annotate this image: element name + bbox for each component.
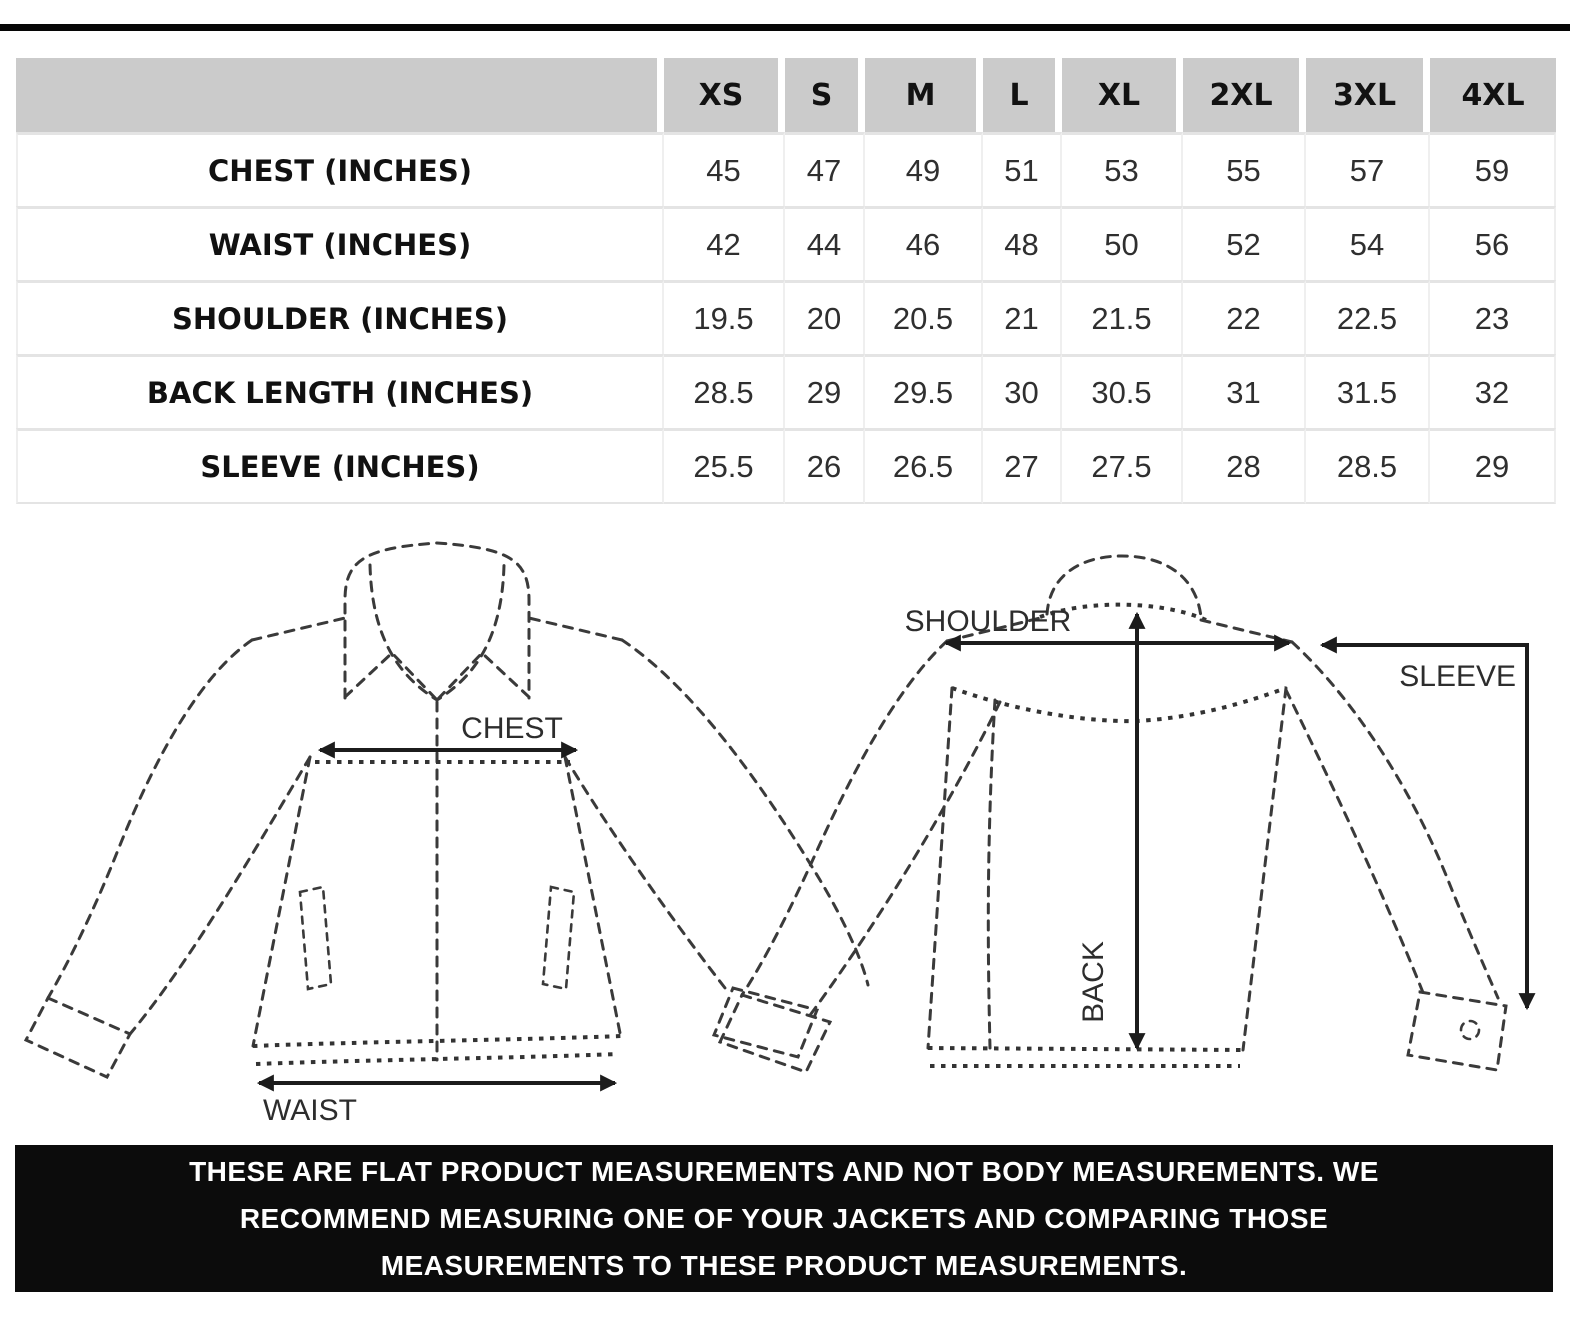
size-value-cell: 45 — [664, 132, 785, 206]
measurement-row — [16, 132, 1556, 206]
size-value-cell: 23 — [1430, 280, 1556, 354]
sleeve-label: SLEEVE — [1399, 660, 1516, 693]
measurement-row — [16, 280, 1556, 354]
size-header-cell: S — [785, 58, 865, 132]
size-value-cell: 31.5 — [1306, 354, 1430, 428]
size-value-cell: 26 — [785, 428, 865, 504]
size-header-cell: 3XL — [1306, 58, 1430, 132]
disclaimer-footer — [15, 1145, 1553, 1292]
size-value-cell: 25.5 — [664, 428, 785, 504]
size-value-cell: 57 — [1306, 132, 1430, 206]
size-value-cell: 52 — [1183, 206, 1306, 280]
size-value-cell: 31 — [1183, 354, 1306, 428]
disclaimer-line-2: RECOMMEND MEASURING ONE OF YOUR JACKETS AND COMPARING THOSE — [239, 1203, 1329, 1234]
size-value-cell: 28 — [1183, 428, 1306, 504]
size-value-cell: 46 — [865, 206, 983, 280]
size-value-cell: 49 — [865, 132, 983, 206]
measurement-row-label: BACK LENGTH (INCHES) — [16, 354, 664, 428]
size-value-cell: 27.5 — [1062, 428, 1183, 504]
size-value-cell: 44 — [785, 206, 865, 280]
measurement-row — [16, 354, 1556, 428]
size-value-cell: 28.5 — [1306, 428, 1430, 504]
size-value-cell: 22.5 — [1306, 280, 1430, 354]
size-value-cell: 22 — [1183, 280, 1306, 354]
size-table-container — [16, 58, 1556, 504]
jacket-back-outline — [720, 556, 1506, 1072]
size-value-cell: 27 — [983, 428, 1062, 504]
back-label: BACK — [1077, 941, 1110, 1023]
size-value-cell: 51 — [983, 132, 1062, 206]
chest-label: CHEST — [461, 712, 563, 745]
size-value-cell: 30.5 — [1062, 354, 1183, 428]
disclaimer-line-3: MEASUREMENTS TO THESE PRODUCT MEASUREMENTS. — [380, 1250, 1188, 1281]
disclaimer-line-1: THESE ARE FLAT PRODUCT MEASUREMENTS AND NOT BODY MEASUREMENTS. WE — [189, 1156, 1379, 1187]
front-pocket-left — [300, 887, 331, 989]
measurement-annotations — [259, 605, 1527, 1127]
size-table-body — [16, 132, 1556, 504]
size-value-cell: 56 — [1430, 206, 1556, 280]
measurement-row — [16, 206, 1556, 280]
size-header-cell: XL — [1062, 58, 1183, 132]
size-value-cell: 48 — [983, 206, 1062, 280]
size-header-cell: L — [983, 58, 1062, 132]
size-value-cell: 28.5 — [664, 354, 785, 428]
size-value-cell: 20 — [785, 280, 865, 354]
measurement-row-label: CHEST (INCHES) — [16, 132, 664, 206]
size-value-cell: 30 — [983, 354, 1062, 428]
size-value-cell: 21.5 — [1062, 280, 1183, 354]
size-value-cell: 29 — [785, 354, 865, 428]
size-value-cell: 21 — [983, 280, 1062, 354]
size-value-cell: 55 — [1183, 132, 1306, 206]
front-pocket-right — [543, 887, 574, 989]
size-value-cell: 32 — [1430, 354, 1556, 428]
size-header-cell: M — [865, 58, 983, 132]
size-header-cell: 4XL — [1430, 58, 1556, 132]
size-value-cell: 59 — [1430, 132, 1556, 206]
size-header-cell: 2XL — [1183, 58, 1306, 132]
size-value-cell: 26.5 — [865, 428, 983, 504]
size-table-header-row — [16, 58, 1556, 132]
size-header-cell: XS — [664, 58, 785, 132]
cuff-button — [1461, 1021, 1479, 1039]
size-table — [16, 58, 1556, 504]
size-value-cell: 19.5 — [664, 280, 785, 354]
size-value-cell: 50 — [1062, 206, 1183, 280]
shoulder-label: SHOULDER — [904, 605, 1072, 638]
top-divider-rule — [0, 24, 1570, 31]
size-table-corner-cell — [16, 58, 664, 132]
waist-label: WAIST — [263, 1094, 357, 1127]
size-value-cell: 47 — [785, 132, 865, 206]
size-value-cell: 54 — [1306, 206, 1430, 280]
size-value-cell: 29 — [1430, 428, 1556, 504]
size-value-cell: 20.5 — [865, 280, 983, 354]
measurement-row-label: SLEEVE (INCHES) — [16, 428, 664, 504]
jacket-measurement-diagram — [0, 490, 1570, 1145]
measurement-row-label: SHOULDER (INCHES) — [16, 280, 664, 354]
size-value-cell: 53 — [1062, 132, 1183, 206]
measurement-row-label: WAIST (INCHES) — [16, 206, 664, 280]
size-value-cell: 42 — [664, 206, 785, 280]
size-value-cell: 29.5 — [865, 354, 983, 428]
